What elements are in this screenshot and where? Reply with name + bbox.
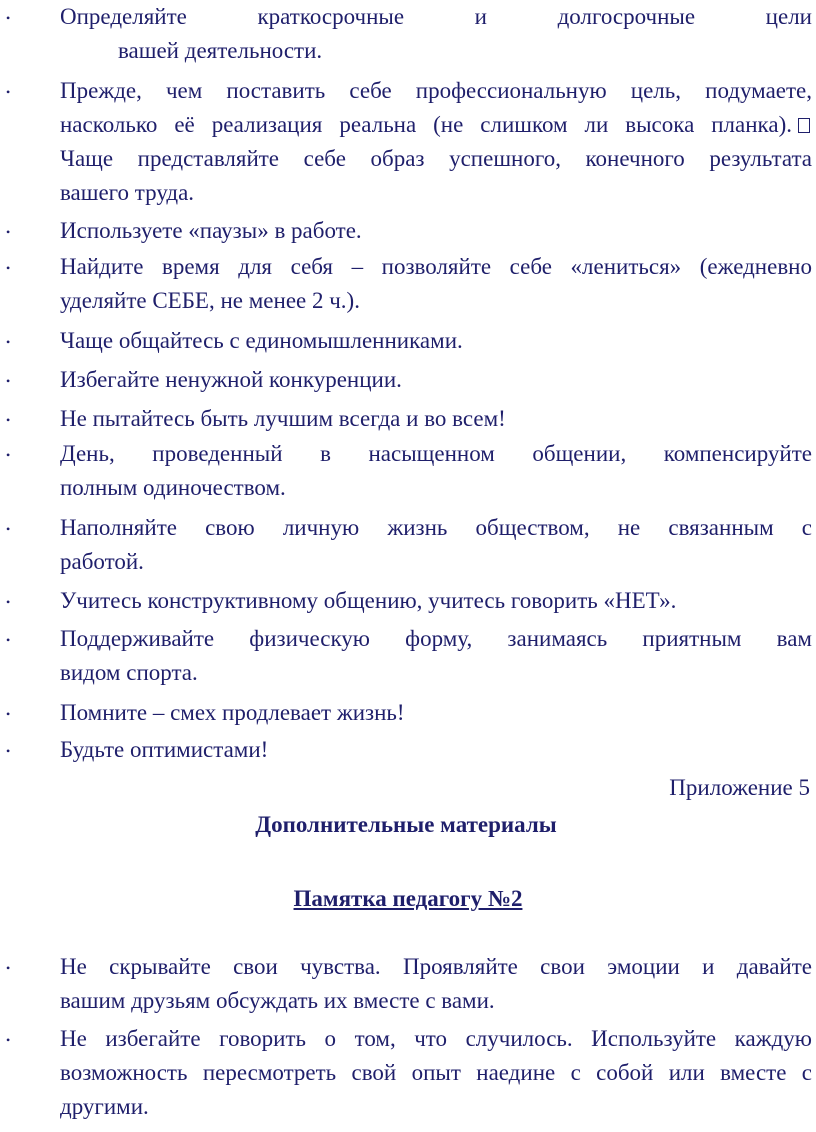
item-line: Поддерживайте физическую форму, занимаясь приятным вам (60, 626, 812, 651)
item-line: уделяйте СЕБЕ, не менее 2 ч.). (60, 288, 360, 313)
item-line: Учитесь конструктивному общению, учитесь говорить «НЕТ». (60, 588, 677, 613)
bullet-icon: • (6, 595, 11, 609)
item-line: возможность пересмотреть свой опыт наедине с собой или вместе с (60, 1060, 812, 1085)
bullet-icon: • (6, 374, 11, 388)
bullet-icon: • (6, 707, 11, 721)
item-line: Наполняйте свою личную жизнь обществом, не связанным с (60, 515, 812, 540)
item-line: насколько её реализация реальна (не слишком ли высока планка). (60, 112, 792, 137)
section-title: Дополнительные материалы (255, 812, 557, 837)
bullet-icon: • (6, 85, 11, 99)
bullet-icon: • (6, 413, 11, 427)
bullet-icon: • (6, 11, 11, 25)
item-line: Чаще представляйте себе образ успешного, конечного результата (60, 146, 812, 171)
item-line: Будьте оптимистами! (60, 737, 269, 762)
bullet-icon: • (6, 448, 11, 462)
bullet-icon: • (6, 744, 11, 758)
bullet-icon: • (6, 335, 11, 349)
item-line: Найдите время для себя – позволяйте себе «лениться» (ежедневно (60, 254, 812, 279)
item-line: Не скрывайте свои чувства. Проявляйте свои эмоции и давайте (60, 954, 812, 979)
bullet-icon: • (6, 225, 11, 239)
bullet-icon: • (6, 961, 11, 975)
item-line: работой. (60, 549, 144, 574)
item-line: вашей деятельности. (118, 38, 323, 63)
item-line: Чаще общайтесь с единомышленниками. (60, 328, 463, 353)
bullet-icon: • (6, 1033, 11, 1047)
item-line: Определяйте краткосрочные и долгосрочные цели (60, 4, 812, 29)
item-line: другими. (60, 1094, 149, 1119)
item-line: Прежде, чем поставить себе профессиональную цель, подумаете, (60, 78, 812, 103)
item-line: День, проведенный в насыщенном общении, компенсируйте (60, 441, 812, 466)
missing-glyph-icon (798, 118, 810, 133)
memo-title: Памятка педагогу №2 (293, 886, 523, 911)
item-line: Не избегайте говорить о том, что случилось. Используйте каждую (60, 1026, 812, 1051)
bullet-icon: • (6, 261, 11, 275)
bullet-icon: • (6, 522, 11, 536)
item-line: вашим друзьям обсуждать их вместе с вами. (60, 988, 495, 1013)
item-line: полным одиночеством. (60, 475, 286, 500)
bullet-icon: • (6, 633, 11, 647)
appendix-label: Приложение 5 (669, 775, 810, 800)
item-line: Используете «паузы» в работе. (60, 218, 362, 243)
item-line: видом спорта. (60, 660, 198, 685)
item-line: вашего труда. (60, 180, 195, 205)
item-line: Избегайте ненужной конкуренции. (60, 367, 402, 392)
item-line: Не пытайтесь быть лучшим всегда и во всем! (60, 406, 506, 431)
item-line: Помните – смех продлевает жизнь! (60, 700, 405, 725)
